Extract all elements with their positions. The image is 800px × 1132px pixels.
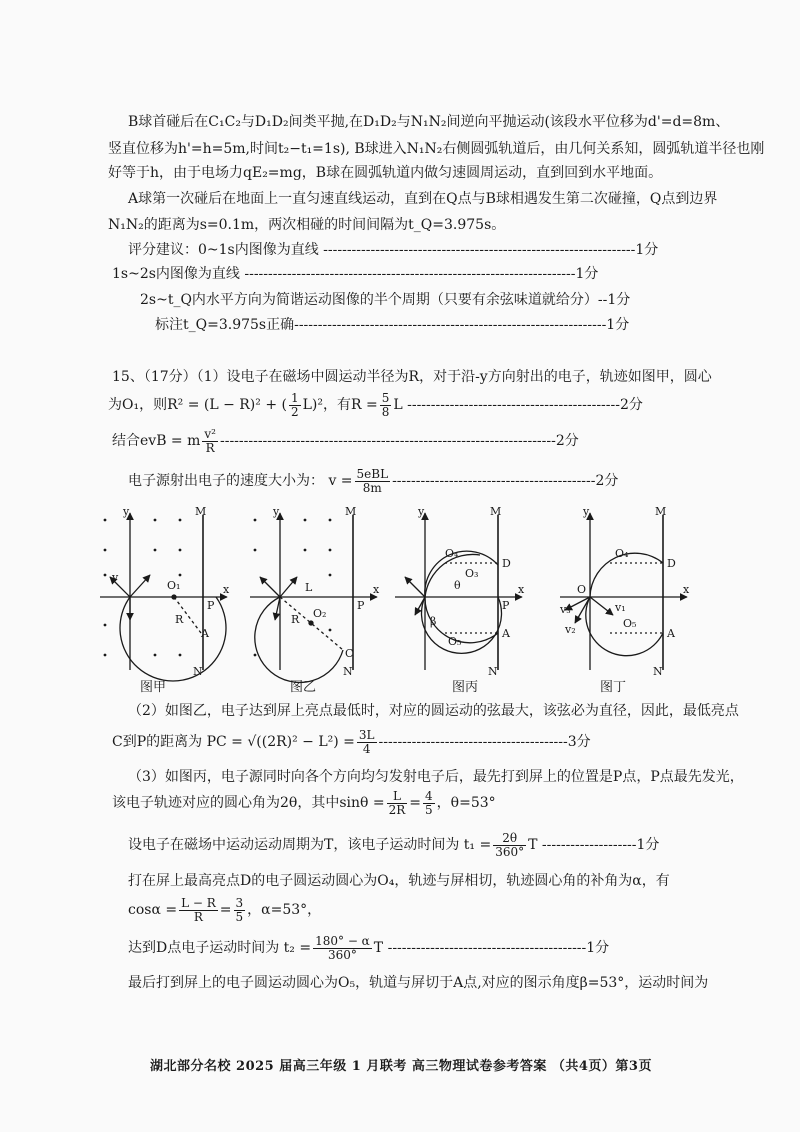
label-x: x xyxy=(223,583,230,596)
fraction-five-eighths xyxy=(380,392,392,419)
part-3-line-7: 最后打到屏上的电子圆运动圆心为O₅，轨道与屏切于A点,对应的图示角度β=53°，运动时间为 xyxy=(128,975,709,991)
label-M: M xyxy=(345,505,357,518)
label-A: A xyxy=(502,627,510,640)
frac-num: v² xyxy=(204,426,216,441)
label-N: N xyxy=(343,665,353,678)
scoring-line-1: 评分建议：0~1s内图像为直线 ------------------------------------------------------------------1分 xyxy=(128,242,659,258)
text-line-5: N₁N₂的距离为s=0.1m，两次相碰的时间间隔为t_Q=3.975s。 xyxy=(108,217,506,233)
scoring-line-4: 标注t_Q=3.975s正确------------------------------------------------------------------1分 xyxy=(155,317,630,333)
eq-part: L ---------------------------------------------2分 xyxy=(393,397,643,413)
frac-num: L − R xyxy=(181,895,216,910)
label-O2: O₂ xyxy=(313,607,327,620)
frac-num: 1 xyxy=(290,390,299,405)
caption-jia: 图甲 xyxy=(140,680,167,695)
label-D: D xyxy=(502,557,511,570)
fraction-four-fifths xyxy=(423,790,435,817)
eq-part: 该电子轨迹对应的圆心角为2θ，其中sinθ = xyxy=(112,795,385,811)
frac-num: 5 xyxy=(381,390,390,405)
eq-part: 设电子在磁场中运动运动周期为T，该电子运动时间为 t₁ = xyxy=(128,837,492,853)
label-N: N xyxy=(488,665,498,678)
eq-part: ----------------------------------------3分 xyxy=(378,734,591,750)
caption-ding: 图丁 xyxy=(600,680,627,695)
label-O5: O₅ xyxy=(623,617,637,630)
label-O1: O₁ xyxy=(167,579,181,592)
equation-radius xyxy=(108,390,643,420)
label-O: O xyxy=(577,583,587,596)
eq-part: 达到D点电子运动时间为 t₂ = xyxy=(128,940,312,956)
question-15-intro: 15、（17分）（1）设电子在磁场中圆运动半径为R，对于沿-y方向射出的电子，轨迹如图甲，圆心 xyxy=(112,369,712,385)
frac-num: 3 xyxy=(235,895,244,910)
frac-den: 8 xyxy=(381,404,390,419)
frac-den: R xyxy=(205,440,215,455)
label-v2: v₂ xyxy=(565,623,576,636)
frac-den: 360° xyxy=(327,947,357,962)
part-3-line-3 xyxy=(128,830,659,860)
label-C: C xyxy=(345,647,354,660)
label-x: x xyxy=(373,583,380,596)
eq-part: ，θ=53° xyxy=(436,795,496,811)
frac-num: 180° − α xyxy=(315,933,370,948)
label-v1: v₁ xyxy=(615,601,626,614)
label-y: y xyxy=(123,505,130,518)
frac-den: 2R xyxy=(388,802,406,817)
figure-bing xyxy=(395,505,525,678)
frac-den: 360° xyxy=(495,844,525,859)
label-x: x xyxy=(683,583,690,596)
scoring-line-2: 1s~2s内图像为直线 ----------------------------------------------------------------------1分 xyxy=(112,266,599,282)
frac-den: 8m xyxy=(362,480,382,495)
text-line-2: 竖直位移为h'=h=5m,时间t₂−t₁=1s), B球进入N₁N₂右侧圆弧轨道后，由几何关系知，圆弧轨道半径也刚 xyxy=(108,141,765,157)
label-y: y xyxy=(418,505,425,518)
eq-part: = xyxy=(409,795,422,811)
label-P: P xyxy=(502,599,510,612)
eq-part: ，α=53°， xyxy=(247,902,322,918)
page-footer: 湖北部分名校 2025 届高三年级 1 月联考 高三物理试卷参考答案 （共4页）第3页 xyxy=(150,1059,652,1074)
label-O4: O₄ xyxy=(615,547,629,560)
part-3-line-5 xyxy=(128,895,321,925)
center-point xyxy=(172,595,176,599)
part-3-line-2 xyxy=(112,788,496,818)
fraction-L-minus-R-over-R xyxy=(179,897,218,924)
label-A: A xyxy=(667,627,675,640)
label-D: D xyxy=(667,557,676,570)
frac-den: 4 xyxy=(362,741,371,756)
label-y: y xyxy=(273,505,280,518)
frac-num: L xyxy=(387,790,408,804)
figure-yi xyxy=(250,505,380,682)
label-P: P xyxy=(357,599,365,612)
frac-den: 5 xyxy=(425,802,433,817)
label-R: R xyxy=(291,613,300,626)
frac-den: 2 xyxy=(290,404,299,419)
part-3-line-6 xyxy=(128,933,609,963)
frac-den: 5 xyxy=(235,909,244,924)
eq-part: -------------------------------------------2分 xyxy=(392,473,619,489)
equation-lorentz xyxy=(112,426,579,456)
part-2-line-2 xyxy=(112,727,591,757)
frac-num: 4 xyxy=(425,788,433,803)
label-O5: O₅ xyxy=(448,635,462,648)
scoring-line-3: 2s~t_Q内水平方向为简谐运动图像的半个周期（只要有余弦味道就给分）--1分 xyxy=(140,292,631,308)
eq-part: 电子源射出电子的速度大小为： v = xyxy=(128,473,353,489)
label-L: L xyxy=(305,581,313,594)
eq-part: L)²，有R = xyxy=(302,397,378,413)
velocity-arrow xyxy=(130,575,150,597)
fraction-3L-over-4 xyxy=(357,729,377,756)
figure-jia xyxy=(100,513,227,681)
figure-ding xyxy=(559,505,690,678)
eq-part: cosα = xyxy=(128,902,178,918)
frac-num: 2θ xyxy=(493,832,526,846)
part-2-line-1: （2）如图乙，电子达到屏上亮点最低时，对应的圆运动的弦最大，该弦必为直径，因此，最低亮点 xyxy=(128,703,739,719)
fraction-L-over-2R xyxy=(387,790,408,817)
label-M: M xyxy=(655,505,667,518)
label-theta: θ xyxy=(454,579,461,592)
equation-speed xyxy=(128,466,618,496)
fraction-2theta xyxy=(493,832,526,859)
eq-part: T --------------------1分 xyxy=(528,837,660,853)
label-M: M xyxy=(195,505,207,518)
label-v3: v₃ xyxy=(560,603,571,616)
eq-part: = xyxy=(219,902,232,918)
fraction-half xyxy=(289,392,301,419)
part-3-line-1: （3）如图丙，电子源同时向各个方向均匀发射电子后，最先打到屏上的位置是P点，P点最先发光， xyxy=(128,769,744,785)
label-R: R xyxy=(175,613,184,626)
eq-part: 结合evB = m xyxy=(112,433,201,449)
label-v: v xyxy=(112,571,119,584)
label-y: y xyxy=(583,505,590,518)
fraction-speed xyxy=(355,468,391,495)
caption-yi: 图乙 xyxy=(290,680,317,695)
eq-part: -----------------------------------------------------------------------2分 xyxy=(219,433,579,449)
fraction-alpha xyxy=(313,935,372,962)
label-x: x xyxy=(518,583,525,596)
label-O3: O₃ xyxy=(465,567,479,580)
frac-den: R xyxy=(193,909,203,924)
frac-num: 3L xyxy=(358,727,375,742)
part-3-line-4: 打在屏上最高亮点D的电子圆运动圆心为O₄，轨迹与屏相切，轨迹圆心角的补角为α，有 xyxy=(128,873,670,889)
label-M: M xyxy=(490,505,502,518)
label-N: N xyxy=(653,665,663,678)
text-line-4: A球第一次碰后在地面上一直匀速直线运动，直到在Q点与B球相遇发生第二次碰撞，Q点到边界 xyxy=(128,191,718,207)
eq-part: T ------------------------------------------1分 xyxy=(373,940,610,956)
caption-bing: 图丙 xyxy=(452,680,479,695)
frac-num: 5eBL xyxy=(356,466,389,481)
label-O4: O₄ xyxy=(445,547,459,560)
text-line-3: 好等于h，由于电场力qE₂=mg，B球在圆弧轨道内做匀速圆周运动，直到回到水平地面。 xyxy=(108,165,663,181)
label-beta: β xyxy=(430,615,437,628)
eq-part: C到P的距离为 PC = √((2R)² − L²) = xyxy=(112,734,355,750)
fraction-v2-over-R xyxy=(202,428,218,455)
label-P: P xyxy=(207,599,215,612)
label-A: A xyxy=(201,627,209,640)
label-N: N xyxy=(193,665,203,678)
fraction-three-fifths xyxy=(234,897,246,924)
figures-panel xyxy=(95,505,715,700)
text-line-1: B球首碰后在C₁C₂与D₁D₂间类平抛,在D₁D₂与N₁N₂间逆向平抛运动(该段水平位移为d'=d=8m、 xyxy=(128,114,730,130)
eq-part: 为O₁，则R² = (L − R)² + ( xyxy=(108,397,287,413)
